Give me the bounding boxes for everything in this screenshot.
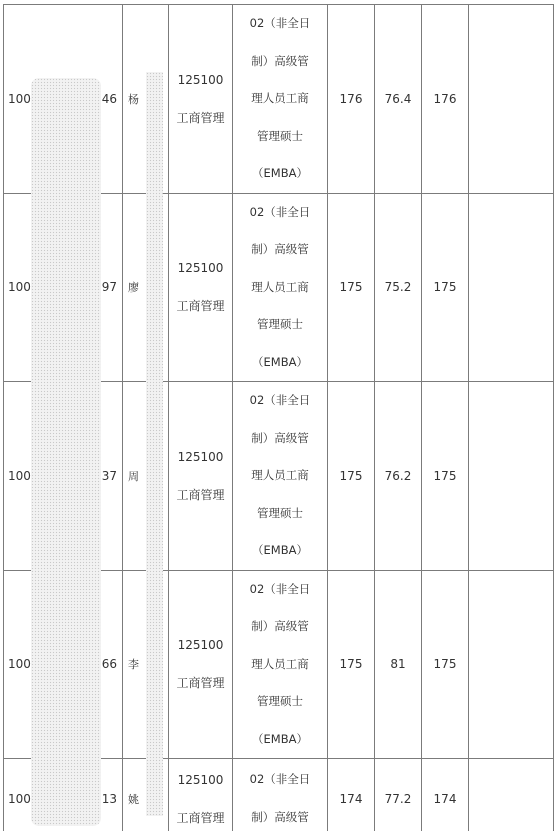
candidate-id-prefix: 100 bbox=[8, 91, 31, 106]
candidate-id-suffix: 46 bbox=[101, 91, 117, 106]
direction-line: 02（非全日 bbox=[249, 204, 311, 219]
name-first-char: 姚 bbox=[128, 792, 139, 806]
major-cell bbox=[169, 570, 233, 759]
name-first-char: 杨 bbox=[128, 92, 139, 106]
remark-cell bbox=[469, 759, 554, 831]
redacted-id-mask bbox=[31, 78, 101, 826]
major-code: 125100 bbox=[177, 261, 224, 276]
direction-cell bbox=[233, 193, 328, 382]
remark-cell bbox=[469, 382, 554, 571]
direction-cell bbox=[233, 5, 328, 194]
direction-cell bbox=[233, 759, 328, 831]
major-code: 125100 bbox=[177, 72, 224, 87]
direction-line: 管理硕士 bbox=[257, 128, 303, 143]
second-score-cell: 76.2 bbox=[375, 382, 422, 571]
direction-line: 理人员工商 bbox=[251, 656, 309, 671]
direction-line: 管理硕士 bbox=[257, 317, 303, 331]
direction-line: 理人员工商 bbox=[251, 468, 309, 482]
total-score-cell: 176 bbox=[328, 5, 375, 194]
direction-line: 管理硕士 bbox=[257, 505, 303, 520]
candidate-id-prefix: 100 bbox=[8, 468, 31, 483]
name-first-char: 廖 bbox=[128, 281, 139, 295]
direction-line: 02（非全日 bbox=[249, 772, 311, 786]
direction-line: （EMBA） bbox=[252, 731, 308, 746]
remark-cell bbox=[469, 5, 554, 194]
second-score-cell: 76.4 bbox=[375, 5, 422, 194]
major-name: 工商管理 bbox=[176, 299, 225, 314]
direction-line: 02（非全日 bbox=[249, 581, 311, 596]
direction-line: 02（非全日 bbox=[249, 16, 311, 30]
second-score-cell: 77.2 bbox=[375, 759, 422, 831]
direction-line: （EMBA） bbox=[252, 166, 308, 180]
candidate-id-prefix: 100 bbox=[8, 280, 31, 295]
second-score-cell: 81 bbox=[375, 570, 422, 759]
direction-cell bbox=[233, 382, 328, 571]
direction-line: 制）高级管 bbox=[251, 53, 309, 68]
direction-line: 制）高级管 bbox=[251, 242, 309, 256]
total-score-cell: 175 bbox=[328, 382, 375, 571]
direction-cell bbox=[233, 570, 328, 759]
candidate-id-prefix: 100 bbox=[8, 657, 31, 672]
total-score-cell: 175 bbox=[328, 570, 375, 759]
second-score-cell: 75.2 bbox=[375, 193, 422, 382]
direction-line: （EMBA） bbox=[252, 354, 308, 369]
third-score-cell: 176 bbox=[422, 5, 469, 194]
candidate-id-suffix: 66 bbox=[101, 657, 117, 672]
candidate-id-suffix: 97 bbox=[101, 280, 117, 295]
major-cell bbox=[169, 193, 233, 382]
third-score-cell: 175 bbox=[422, 382, 469, 571]
remark-cell bbox=[469, 570, 554, 759]
direction-line: （EMBA） bbox=[252, 543, 308, 557]
redacted-name-mask bbox=[146, 72, 163, 816]
total-score-cell: 174 bbox=[328, 759, 375, 831]
major-cell bbox=[169, 382, 233, 571]
total-score-cell: 175 bbox=[328, 193, 375, 382]
candidate-id-prefix: 100 bbox=[8, 791, 31, 806]
major-name: 工商管理 bbox=[176, 810, 225, 825]
major-code: 125100 bbox=[177, 449, 224, 464]
direction-line: 理人员工商 bbox=[251, 279, 309, 294]
direction-line: 管理硕士 bbox=[257, 694, 303, 708]
direction-line: 02（非全日 bbox=[249, 393, 311, 407]
major-name: 工商管理 bbox=[176, 110, 225, 125]
third-score-cell: 174 bbox=[422, 759, 469, 831]
major-code: 125100 bbox=[177, 638, 224, 653]
major-name: 工商管理 bbox=[176, 676, 225, 691]
candidate-id-suffix: 13 bbox=[101, 791, 117, 806]
candidate-id-suffix: 37 bbox=[101, 468, 117, 483]
direction-line: 理人员工商 bbox=[251, 91, 309, 105]
major-cell bbox=[169, 5, 233, 194]
major-cell bbox=[169, 759, 233, 831]
major-code: 125100 bbox=[177, 772, 224, 787]
third-score-cell: 175 bbox=[422, 193, 469, 382]
third-score-cell: 175 bbox=[422, 570, 469, 759]
remark-cell bbox=[469, 193, 554, 382]
name-first-char: 周 bbox=[128, 469, 139, 483]
major-name: 工商管理 bbox=[176, 487, 225, 502]
name-first-char: 李 bbox=[128, 658, 139, 672]
direction-line: 制）高级管 bbox=[251, 809, 309, 824]
direction-line: 制）高级管 bbox=[251, 619, 309, 633]
direction-line: 制）高级管 bbox=[251, 430, 309, 445]
